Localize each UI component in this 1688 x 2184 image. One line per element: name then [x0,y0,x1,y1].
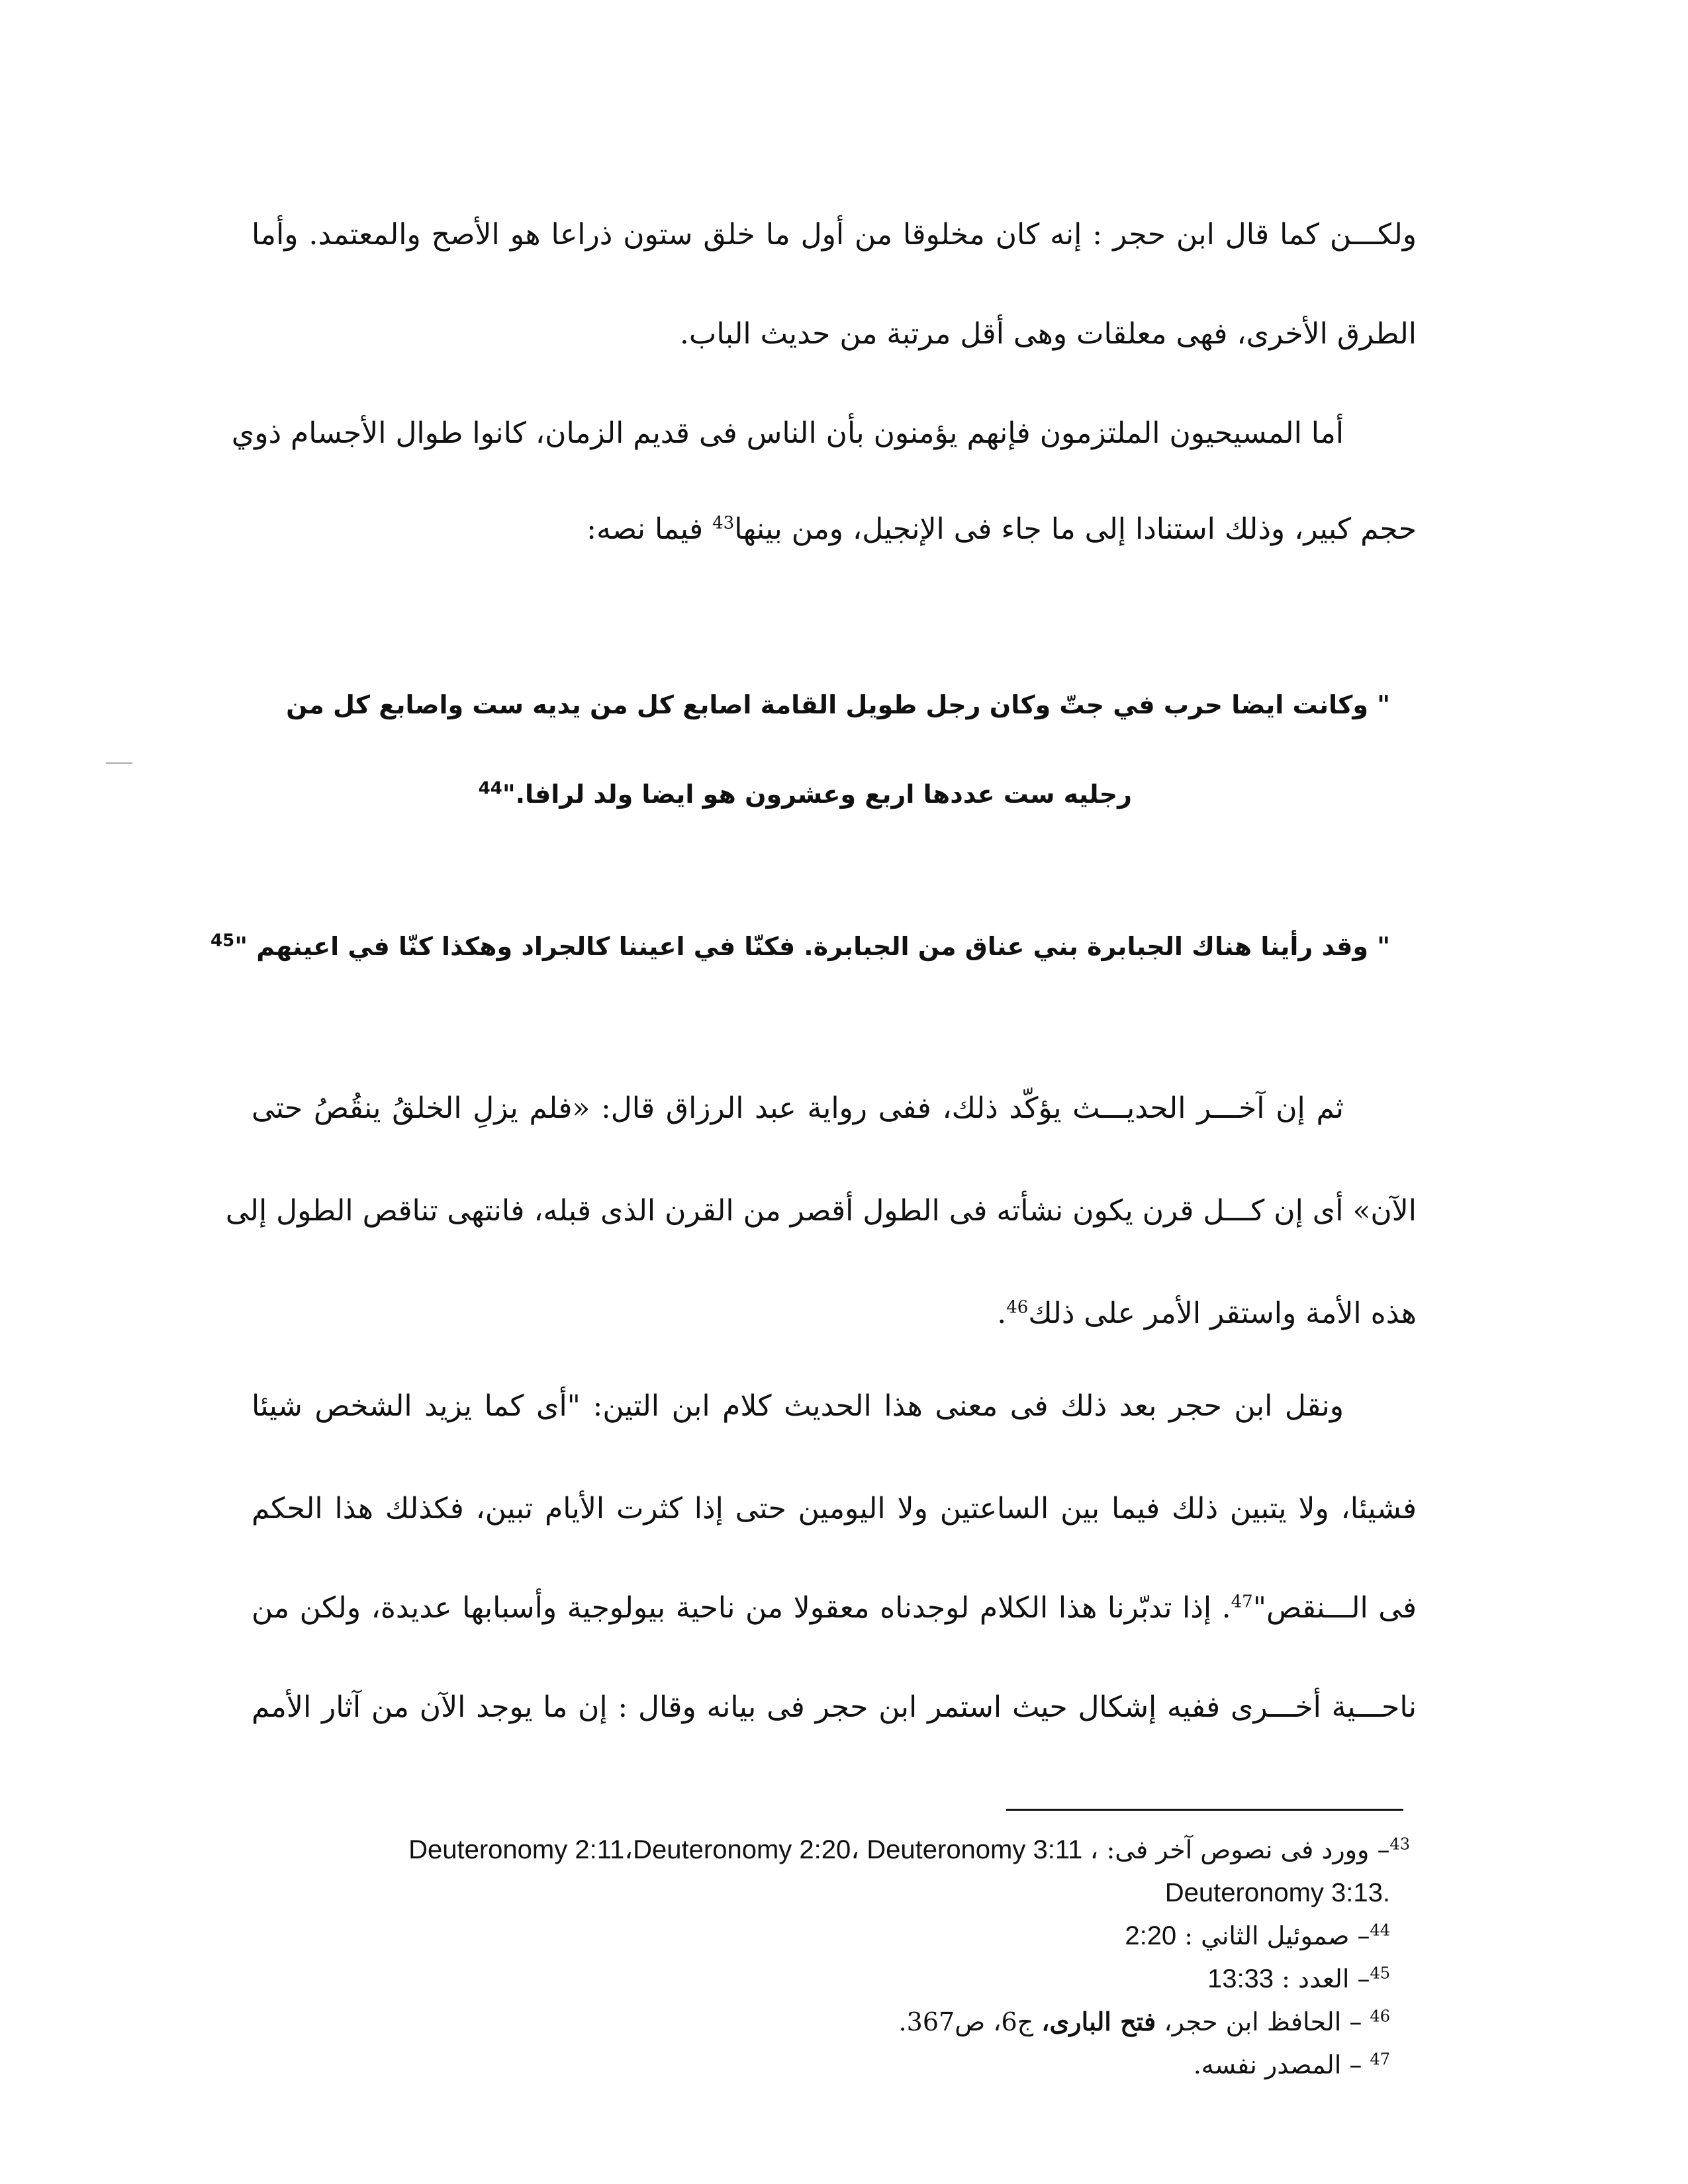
scripture-quote-line [211,927,1390,966]
body-line: ولكـــن كما قال ابن حجر : إنه كان مخلوقا من أول ما خلق ستون ذراعا هو الأصح والمعتمد. وأما [252,218,1417,251]
body-line: فشيئا، ولا يتبين ذلك فيما بين الساعتين ولا اليومين حتى إذا كثرت الأيام تبين، فكذلك هذا الحكم [252,1492,1417,1525]
footnote-44 [1125,1919,1390,1952]
margin-mark [106,762,132,764]
footnote-number: 43 [1389,1835,1410,1854]
footnote-43-cont [1165,1876,1390,1909]
footnote-separator [1006,1809,1403,1811]
footnote-text: ج6، ص367. [898,2007,1034,2036]
body-text: هذه الأمة واستقر الأمر على ذلك [1028,1297,1417,1330]
body-line: أما المسيحيون الملتزمون فإنهم يؤمنون بأن الناس فى قديم الزمان، كانوا طوال الأجسام ذوي [231,416,1344,450]
body-text: فى الـــنقص" [1252,1591,1417,1625]
footnote-refs: Deuteronomy 3:13. [1164,1878,1390,1907]
body-text: . إذا تدبّرنا هذا الكلام لوجدناه معقولا من ناحية بيولوجية وأسبابها عديدة، ولكن من [252,1591,1231,1625]
footnote-text: – الحافظ ابن حجر، [1164,2007,1362,2036]
footnote-number: 47 [1370,2050,1390,2069]
body-line [252,510,1417,549]
footnote-47 [1194,2048,1390,2081]
body-line: الطرق الأخرى، فهى معلقات وهى أقل مرتبة من حديث الباب. [679,317,1417,351]
body-line: ثم إن آخـــر الحديـــث يؤكّد ذلك، ففى رواية عبد الرزاق قال: «فلم يزلِ الخلقُ ينقُصُ حتى [252,1091,1344,1125]
footnote-number: 45 [1370,1964,1390,1983]
footnote-book-title: فتح البارى، [1041,2007,1156,2036]
footnote-ref-44[interactable]: 44 [478,778,502,799]
footnote-43 [408,1833,1410,1866]
body-line: ناحـــية أخـــرى ففيه إشكال حيث استمر ابن حجر فى بيانه وقال : إن ما يوجد الآن من آثار الأمم [252,1690,1417,1724]
footnote-refs: Deuteronomy 2:11،Deuteronomy 2:20، Deuteronomy 3:11 ، [408,1835,1099,1864]
footnote-number: 46 [1370,2007,1390,2026]
footnote-45 [1207,1962,1390,1995]
body-text: فيما نصه: [586,512,704,546]
footnote-number: 44 [1370,1921,1390,1940]
body-line [252,1294,1417,1334]
footnote-ref-45[interactable]: 45 [211,931,235,951]
body-line: ونقل ابن حجر بعد ذلك فى معنى هذا الحديث كلام ابن التين: "أى كما يزيد الشخص شيئا [252,1389,1344,1423]
scripture-quote-line: " وكانت ايضا حرب في جتّ وكان رجل طويل القامة اصابع كل من يديه ست واصابع كل من [286,690,1390,719]
scripture-quote-line [479,774,1132,814]
footnote-text: – صموئيل الثاني : [1184,1921,1370,1950]
body-text: . [997,1297,1007,1330]
footnote-ref: 2:20 [1125,1921,1177,1950]
footnote-ref-47[interactable]: 47 [1231,1592,1253,1612]
quote-text: رجليه ست عددها اربع وعشرون هو ايضا ولد لرافا." [502,780,1132,809]
body-text: حجم كبير، وذلك استنادا إلى ما جاء فى الإنجيل، ومن بينها [734,512,1417,546]
footnote-text: – المصدر نفسه. [1193,2050,1362,2079]
quote-text: " وقد رأينا هناك الجبابرة بني عناق من الجبابرة. فكنّا في اعيننا كالجراد وهكذا كنّا في اعينهم " [234,932,1390,961]
footnote-text: – العدد : [1282,1964,1370,1993]
body-line [252,1588,1417,1628]
footnote-ref-46[interactable]: 46 [1006,1297,1029,1318]
body-line: الآن» أى إن كـــل قرن يكون نشأته فى الطول أقصر من القرن الذى قبله، فانتهى تناقص الطول إلى [225,1194,1417,1228]
footnote-ref-43[interactable]: 43 [712,513,735,533]
footnote-ref: 13:33 [1207,1964,1274,1993]
footnote-46 [899,2005,1390,2038]
footnote-text: – وورد فى نصوص آخر فى: [1106,1835,1390,1864]
